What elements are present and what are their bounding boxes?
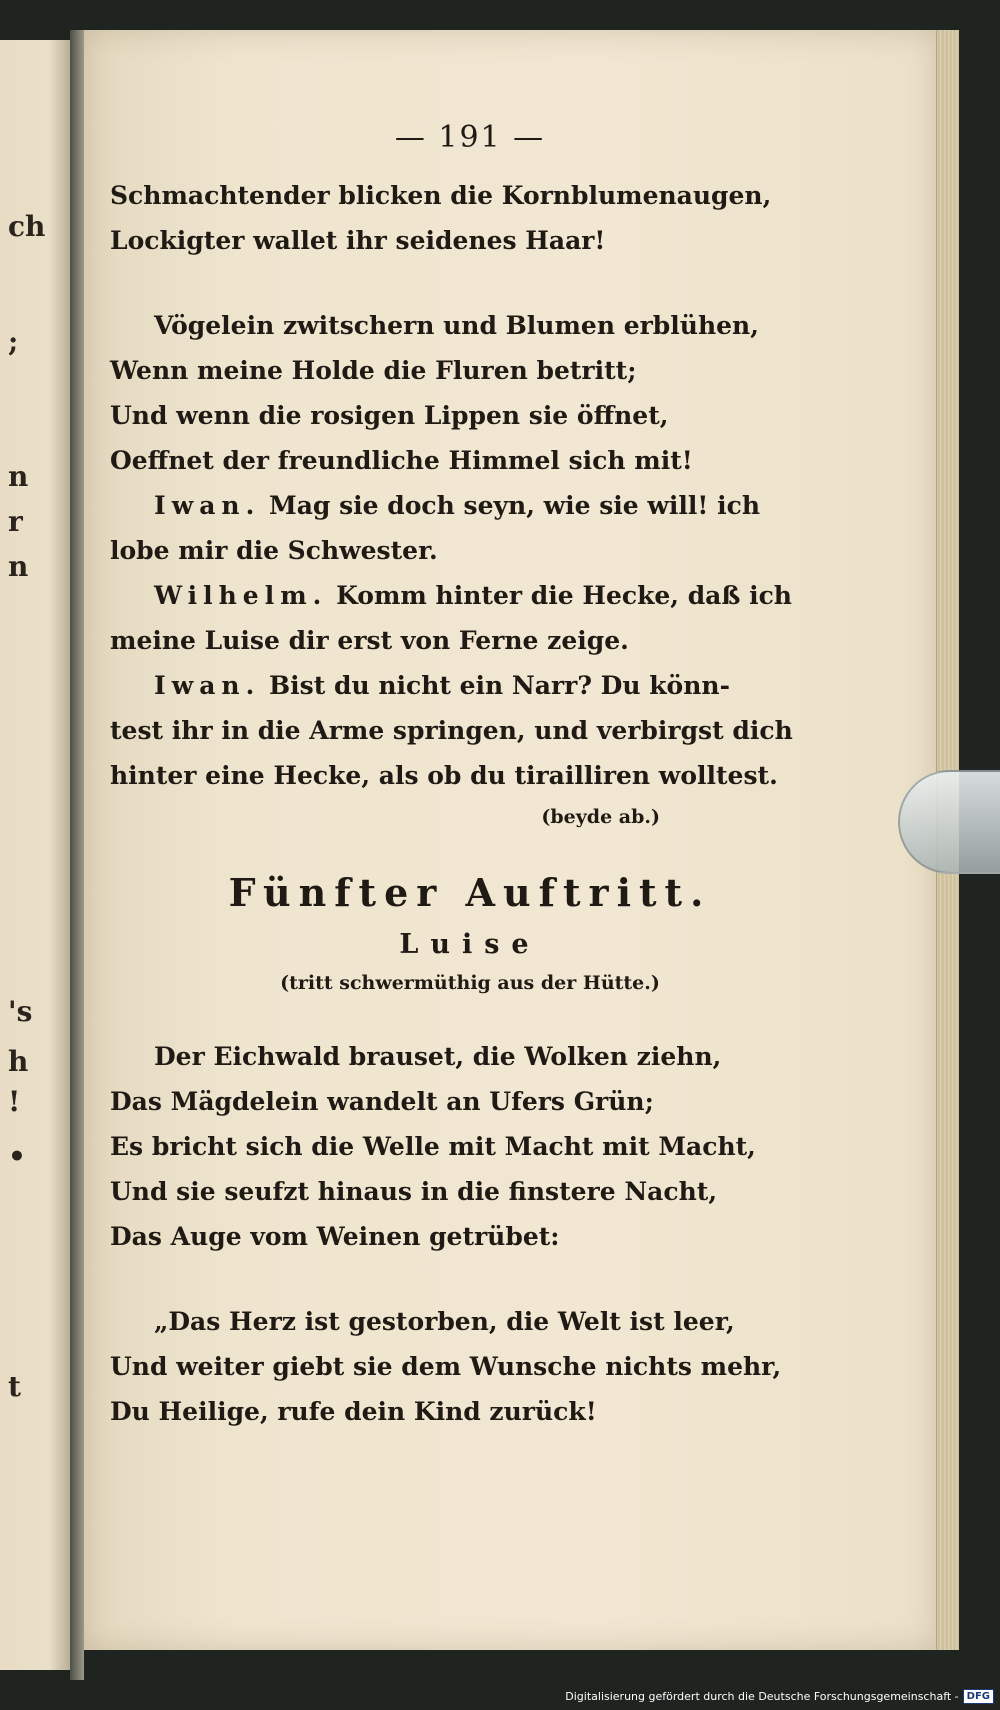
verse-line: Es bricht sich die Welle mit Macht mit Macht, [110,1132,756,1161]
digitization-credit [565,1689,994,1704]
stage-direction: (beyde ab.) [541,806,660,828]
dfg-logo-icon: DFG [963,1689,994,1704]
dialogue-text: Bist du nicht ein Narr? Du könn- [269,671,730,700]
dialogue-line: lobe mir die Schwester. [110,536,438,565]
scene-character: Luise [399,929,541,960]
left-page-fragment: n [8,550,29,583]
dialogue-line [110,483,830,528]
left-page-fragment: ch [8,210,46,243]
dialogue-line: meine Luise dir erst von Ferne zeige. [110,626,629,655]
left-page-fragment: 's [8,995,33,1028]
left-page-fragment: t [8,1370,21,1403]
verse-line: Vögelein zwitschern und Blumen erblühen, [154,311,759,340]
verse-line: Du Heilige, rufe dein Kind zurück! [110,1397,597,1426]
left-page-fragment: • [8,1140,26,1173]
left-page-fragment: h [8,1045,29,1078]
dialogue-line [110,663,830,708]
verse-line: Und sie seufzt hinaus in die finstere Nacht, [110,1177,718,1206]
verse-line: Und wenn die rosigen Lippen sie öffnet, [110,401,669,430]
verse-line: Das Mägdelein wandelt an Ufers Grün; [110,1087,654,1116]
left-page-edge [0,40,73,1670]
verse-line: Und weiter giebt sie dem Wunsche nichts mehr, [110,1352,782,1381]
verse-line: „Das Herz ist gestorben, die Welt ist leer, [154,1307,735,1336]
left-page-fragment: n [8,460,29,493]
left-page-fragment: r [8,505,23,538]
verse-line: Der Eichwald brauset, die Wolken ziehn, [154,1042,722,1071]
verse-line: Schmachtender blicken die Kornblumenaugen, [110,181,772,210]
book-gutter [70,30,84,1680]
page-text [110,120,830,1434]
speaker-name: Iwan. [154,671,261,700]
speaker-name: Iwan. [154,491,261,520]
verse-line: Oeffnet der freundliche Himmel sich mit! [110,446,693,475]
verse-line: Das Auge vom Weinen getrübet: [110,1222,560,1251]
speaker-name: Wilhelm. [154,581,328,610]
left-page-fragment: ; [8,325,19,358]
dialogue-line: hinter eine Hecke, als ob du tirailliren wolltest. [110,761,778,790]
dialogue-text: Komm hinter die Hecke, daß ich [336,581,792,610]
verse-line: Wenn meine Holde die Fluren betritt; [110,356,637,385]
page-clip [898,770,1000,874]
dialogue-text: Mag sie doch seyn, wie sie will! ich [269,491,760,520]
left-page-fragment: ! [8,1085,21,1118]
dialogue-line: test ihr in die Arme springen, und verbirgst dich [110,716,793,745]
credit-text: Digitalisierung gefördert durch die Deutsche Forschungsgemeinschaft - [565,1690,959,1703]
dialogue-line [110,573,830,618]
scene-heading: Fünfter Auftritt. [228,870,712,915]
stage-direction: (tritt schwermüthig aus der Hütte.) [280,972,660,994]
page-number: — 191 — [394,120,546,155]
verse-line: Lockigter wallet ihr seidenes Haar! [110,226,606,255]
